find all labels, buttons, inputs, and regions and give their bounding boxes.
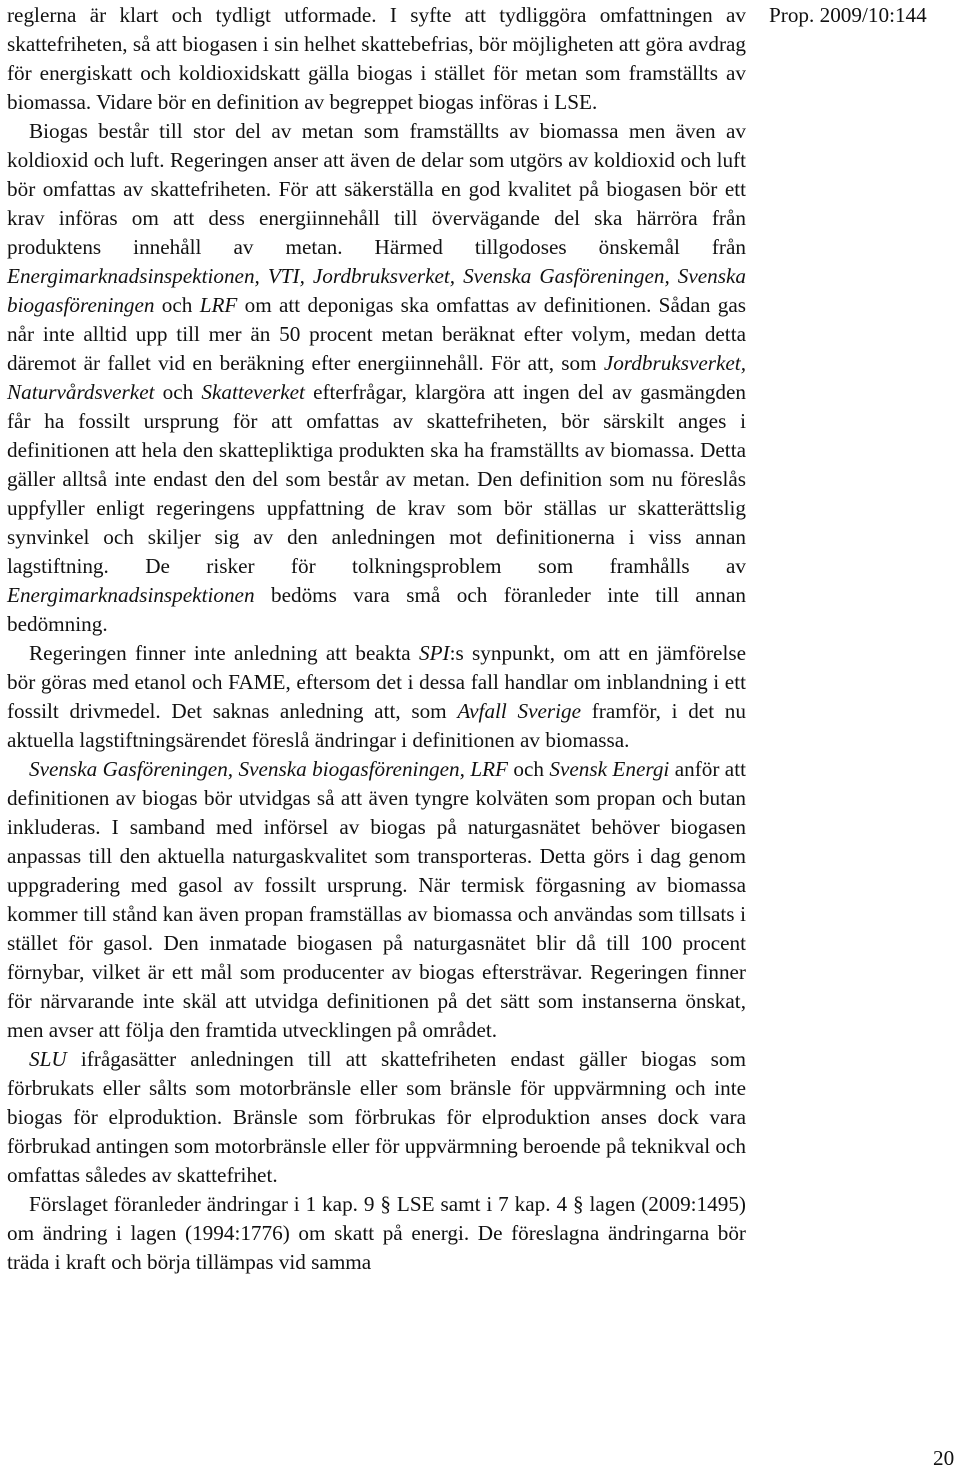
text-segment: :s synpunkt, om att en jämförelse bör göras med etanol och FAME, eftersom det i dessa fall handlar om inblandning i ett fossilt drivmedel. Det saknas anledning att, som: [7, 641, 746, 723]
italic-text-segment: LRF: [199, 293, 238, 317]
paragraph: [7, 755, 746, 1045]
text-segment: Regeringen finner inte anledning att beakta: [29, 641, 419, 665]
italic-text-segment: Avfall Sverige: [457, 699, 582, 723]
paragraph: [7, 117, 746, 639]
italic-text-segment: Jordbruksverket, Naturvårdsverket: [7, 351, 746, 404]
paragraph: [7, 1190, 746, 1277]
italic-text-segment: Energimarknadsinspektionen: [7, 583, 255, 607]
text-segment: och: [154, 380, 202, 404]
paragraph: [7, 639, 746, 755]
text-segment: Biogas består till stor del av metan som framställts av biomassa men även av koldioxid och luft. Regeringen anser att även de delar som utgörs av koldioxid och luft bör omfattas av skattefriheten. För att säkerställa en god kvalitet på biogasen bör ett krav införas om att dess energiinnehåll till övervägande del ska härröra från produktens innehåll av metan. Härmed tillgodoses önskemål från: [7, 119, 746, 259]
italic-text-segment: Svensk Energi: [549, 757, 670, 781]
text-segment: om att deponigas ska omfattas av definitionen. Sådan gas når inte alltid upp till mer än 50 procent metan beräknat efter volym, medan detta däremot är fallet vid en beräkning efter energiinnehåll. För att, som: [7, 293, 746, 375]
italic-text-segment: Svenska Gasföreningen, Svenska biogasföreningen, LRF: [29, 757, 508, 781]
body-text: [7, 1, 746, 1277]
text-segment: ifrågasätter anledningen till att skattefriheten endast gäller biogas som förbrukats eller sålts som motorbränsle eller som bränsle för uppvärmning och inte biogas för elproduktion. Bränsle som förbrukas för elproduktion anses dock vara förbrukad antingen som motorbränsle eller för uppvärmning beroende på teknikval och omfattas således av skattefrihet.: [7, 1047, 746, 1187]
text-segment: reglerna är klart och tydligt utformade. I syfte att tydliggöra omfattningen av skattefriheten, så att biogasen i sin helhet skattebefrias, bör möjligheten att göra avdrag för energiskatt och koldioxidskatt gälla biogas i stället för metan som framställts av biomassa. Vidare bör en definition av begreppet biogas införas i LSE.: [7, 3, 746, 114]
italic-text-segment: Skatteverket: [201, 380, 305, 404]
text-segment: efterfrågar, klargöra att ingen del av gasmängden får ha fossilt ursprung för att omfattas av skattefriheten, bör särskilt anges i definitionen att hela den skattepliktiga produkten ska ha framställts av biomassa. Detta gäller alltså inte endast den del som består av metan. Den definition som nu föreslås uppfyller enligt regeringens uppfattning de krav som bör ställas ur skatterättslig synvinkel och skiljer sig av den anledningen mot definitionerna i viss annan lagstiftning. De risker för tolkningsproblem som framhålls av: [7, 380, 746, 578]
proposition-reference: Prop. 2009/10:144: [769, 3, 927, 27]
text-segment: och: [508, 757, 550, 781]
text-segment: Förslaget föranleder ändringar i 1 kap. 9 § LSE samt i 7 kap. 4 § lagen (2009:1495) om ändring i lagen (1994:1776) om skatt på energi. De föreslagna ändringarna bör träda i kraft och börja tillämpas vid samma: [7, 1192, 746, 1274]
paragraph: [7, 1, 746, 117]
italic-text-segment: Energimarknadsinspektionen, VTI, Jordbruksverket, Svenska Gasföreningen, Svenska biogasföreningen: [7, 264, 746, 317]
text-segment: anför att definitionen av biogas bör utvidgas så att även tyngre kolväten som propan och butan inkluderas. I samband med införsel av biogas på naturgasnätet behöver biogasen anpassas till den aktuella naturgaskvalitet som transporteras. Detta görs i dag genom uppgradering med gasol av fossilt ursprung. När termisk förgasning av biomassa kommer till stånd kan även propan framställas av biomassa och användas som tillsats i stället för gasol. Den inmatade biogasen på naturgasnätet blir då till 100 procent förnybar, vilket är ett mål som producenter av biogas eftersträvar. Regeringen finner för närvarande inte skäl att utvidga definitionen på det sätt som instanserna önskat, men avser att följa den framtida utvecklingen på området.: [7, 757, 746, 1042]
italic-text-segment: SPI: [418, 641, 450, 665]
page-number: 20: [933, 1446, 955, 1470]
text-segment: bedöms vara små och föranleder inte till annan bedömning.: [7, 583, 746, 636]
text-segment: framför, i det nu aktuella lagstiftningsärendet föreslå ändringar i definitionen av biomassa.: [7, 699, 746, 752]
paragraph: [7, 1045, 746, 1190]
italic-text-segment: SLU: [29, 1047, 67, 1071]
text-segment: och: [154, 293, 200, 317]
